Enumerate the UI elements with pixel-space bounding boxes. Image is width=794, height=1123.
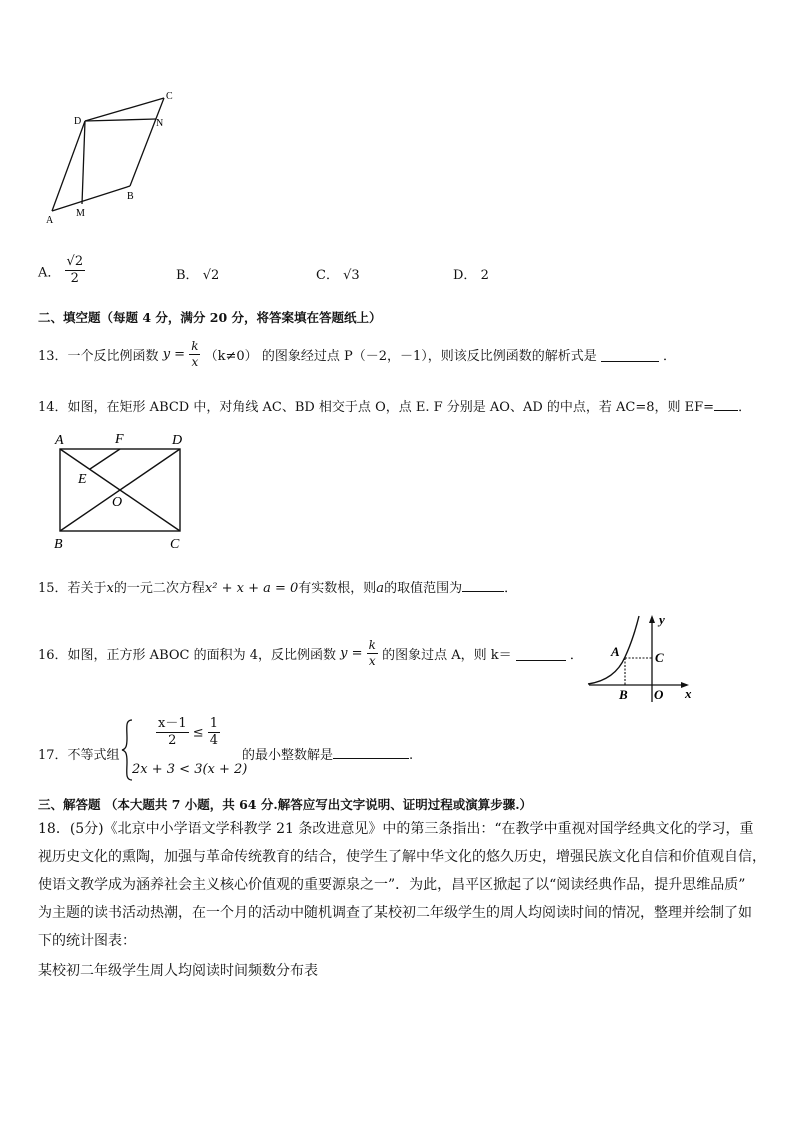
q17-suffix-line	[242, 744, 413, 763]
segment-ef	[90, 449, 120, 469]
rectangle-figure	[50, 428, 198, 554]
q18-line-3: 使语文教学成为涵养社会主义核心价值观的重要源泉之一”．为此，昌平区掀起了以“阅读经典作品，提升思维品质”	[38, 877, 746, 893]
q15-equation: x² + x + a = 0	[204, 581, 299, 596]
q17-ineq1-op: ≤	[192, 725, 204, 741]
q15-answer-blank[interactable]	[462, 578, 504, 592]
q16-frac-num: k	[368, 638, 376, 652]
q16-suffix: 的图象过点 A，则 k＝	[382, 648, 512, 663]
q15-after-eq: 有实数根，则	[298, 581, 377, 596]
option-a[interactable]	[38, 254, 85, 288]
q13-end: ．	[663, 349, 677, 364]
q17-ineq1-rden: 4	[209, 733, 219, 749]
q18-table-title: 某校初二年级学生周人均阅读时间频数分布表	[38, 963, 318, 979]
question-17-prefix: 17．不等式组	[38, 748, 120, 763]
q17-ineq1-den: 2	[168, 733, 177, 749]
q15-var-a: a	[376, 581, 385, 596]
q17-inequality-1	[156, 716, 220, 750]
option-a-fraction	[65, 254, 86, 288]
question-13	[38, 339, 676, 370]
q15-prefix: 15．若关于	[38, 581, 107, 596]
q16-end: ．	[569, 648, 583, 663]
label-d: D	[172, 433, 183, 448]
y-axis-arrow	[649, 615, 655, 623]
option-c-letter: C．	[316, 268, 339, 283]
label-a: A	[46, 215, 54, 226]
label-f: F	[115, 432, 124, 447]
q18-line-4: 为主题的读书活动热潮，在一个月的活动中随机调查了某校初二年级学生的周人均阅读时间的情况，整理并绘制了如	[38, 905, 752, 921]
option-a-letter: A．	[38, 265, 61, 281]
q17-ineq1-left-fraction	[156, 716, 189, 750]
option-b[interactable]	[176, 264, 219, 283]
label-c: C	[655, 650, 664, 665]
q14-text: 14．如图，在矩形 ABCD 中，对角线 AC、BD 相交于点 O，点 E. F 分别是 AO、AD 的中点，若 AC=8，则 EF=	[38, 400, 715, 415]
section-2-heading: 二、填空题（每题 4 分，满分 20 分，将答案填在答题纸上）	[38, 310, 382, 325]
side-ba	[52, 186, 130, 211]
label-x: x	[685, 686, 692, 701]
label-y: y	[659, 612, 665, 627]
q13-frac-num: k	[191, 339, 199, 353]
side-ad	[52, 121, 85, 211]
q13-prefix: 13．一个反比例函数	[38, 349, 159, 364]
question-16	[38, 638, 583, 669]
q14-end: ．	[738, 400, 752, 415]
q13-condition: （k≠0）	[204, 349, 258, 364]
label-b: B	[619, 687, 628, 702]
label-d: D	[74, 116, 82, 127]
label-e: E	[78, 472, 87, 487]
q13-answer-blank[interactable]	[601, 348, 659, 362]
label-o: O	[654, 687, 664, 702]
label-o: O	[112, 495, 123, 510]
q17-suffix: 的最小整数解是	[242, 748, 334, 763]
option-a-numerator: √2	[65, 254, 86, 271]
q17-ineq1-rnum: 1	[208, 716, 220, 733]
option-c-value: √3	[343, 268, 360, 283]
option-d[interactable]	[453, 264, 489, 283]
question-15	[38, 577, 517, 596]
label-a: A	[55, 433, 64, 448]
rhombus-figure	[40, 86, 190, 228]
label-n: N	[156, 118, 164, 129]
q15-end: ．	[504, 581, 518, 596]
option-c[interactable]	[316, 264, 360, 283]
label-m: M	[76, 208, 85, 219]
q18-line-5: 下的统计图表：	[38, 933, 136, 949]
q16-answer-blank[interactable]	[516, 647, 566, 661]
label-c: C	[166, 91, 173, 102]
segment-dm	[82, 121, 85, 204]
q17-end: .	[409, 748, 414, 763]
coordinate-figure	[585, 612, 697, 704]
section-3-heading: 三、解答题 （本大题共 7 小题，共 64 分.解答应写出文字说明、证明过程或演算步骤.）	[38, 797, 533, 812]
question-18	[38, 815, 766, 985]
q17-ineq1-right-fraction	[208, 716, 220, 750]
option-a-denominator: 2	[70, 271, 79, 287]
q17-answer-blank[interactable]	[333, 745, 409, 759]
q17-ineq1-num: x－1	[156, 716, 189, 733]
q16-prefix: 16．如图，正方形 ABOC 的面积为 4，反比例函数	[38, 648, 336, 663]
q15-var-x: x	[106, 581, 114, 596]
side-cb	[130, 98, 164, 186]
label-b: B	[127, 191, 134, 202]
q15-middle: 的一元二次方程	[113, 581, 205, 596]
q18-line-1: 18．(5分)《北京中小学语文学科教学 21 条改进意见》中的第三条指出：“在教学中重视对国学经典文化的学习，重	[38, 821, 754, 837]
q15-suffix: 的取值范围为	[384, 581, 463, 596]
q13-y-eq: y =	[162, 347, 186, 362]
option-b-letter: B．	[176, 268, 199, 283]
q18-line-2: 视历史文化的熏陶，加强与革命传统教育的结合，使学生了解中华文化的悠久历史，增强民族文化自信和价值观自信，	[38, 849, 766, 865]
q14-answer-blank[interactable]	[714, 397, 738, 411]
q13-fraction	[189, 339, 200, 370]
label-b: B	[54, 537, 63, 552]
option-b-value: √2	[202, 268, 220, 283]
segment-dn	[85, 119, 156, 121]
q13-frac-den: x	[191, 355, 199, 369]
q16-fraction	[367, 638, 378, 669]
label-a: A	[611, 644, 620, 659]
option-d-letter: D．	[453, 268, 477, 283]
side-dc	[85, 98, 164, 121]
option-d-value: 2	[480, 268, 489, 283]
q16-frac-den: x	[368, 654, 376, 668]
q17-inequality-2: 2x + 3 < 3(x + 2)	[132, 762, 248, 777]
q16-y-eq: y =	[340, 646, 363, 661]
question-14	[38, 396, 751, 415]
q13-suffix: 的图象经过点 P（－2，－1），则该反比例函数的解析式是	[261, 349, 597, 364]
label-c: C	[170, 537, 180, 552]
